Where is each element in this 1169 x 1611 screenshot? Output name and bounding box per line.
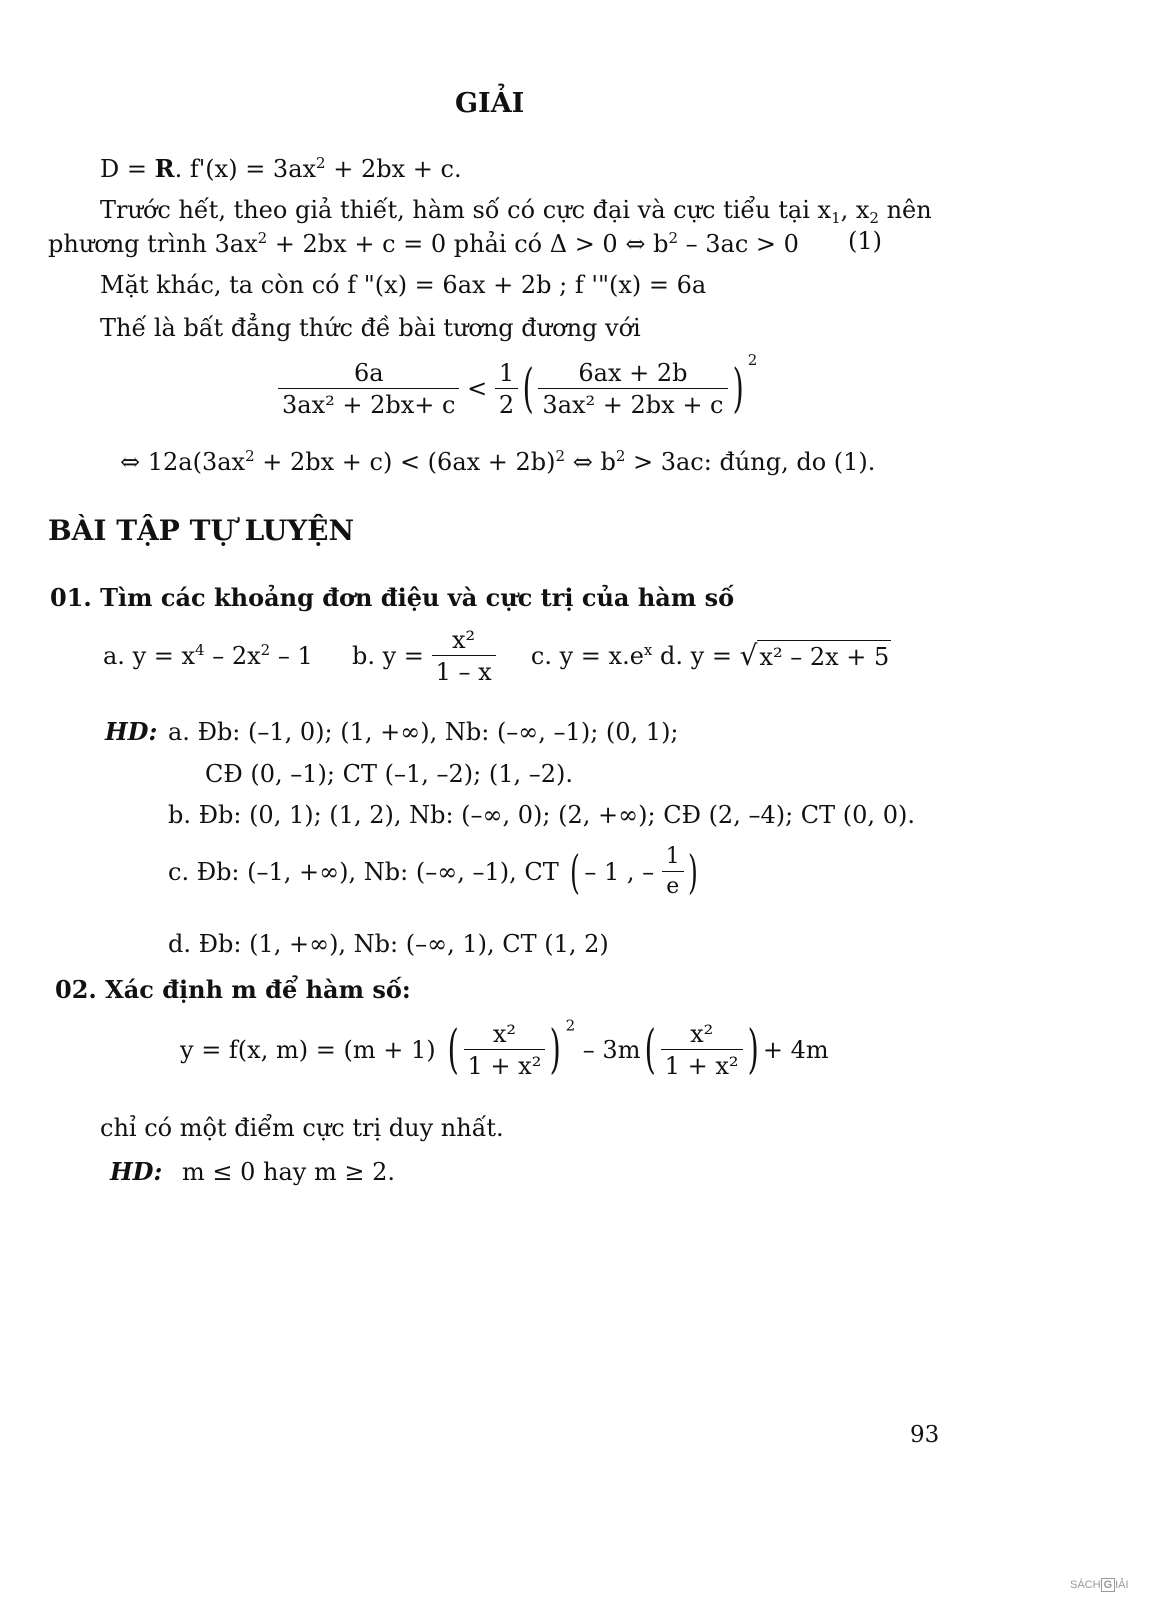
hint-answer: m ≤ 0 hay m ≥ 2.: [182, 1158, 395, 1186]
solution-line-2: Trước hết, theo giả thiết, hàm số có cực đại và cực tiểu tại $x_1$, $x_2$ nên: [100, 196, 932, 227]
exercise-number: 01.: [50, 583, 92, 612]
text: R: [154, 154, 175, 183]
text: c. y = x.e: [530, 642, 644, 670]
numerator: 1: [662, 846, 684, 872]
exercise-2-condition: chỉ có một điểm cực trị duy nhất.: [100, 1114, 504, 1142]
fraction: [432, 628, 496, 684]
numerator: 6ax + 2b: [538, 361, 727, 389]
denominator: 2: [498, 390, 515, 419]
solution-line-3: phương trình $3ax^2 + 2bx + c = 0$ phải có Δ > 0 ⇔ $b^2 - 3ac > 0$: [48, 229, 799, 258]
equation-number: (1): [848, 227, 882, 255]
solution-heading: GIẢI: [455, 88, 525, 119]
denominator: 3ax² + 2bx + c: [542, 390, 724, 419]
fraction-half: [495, 358, 518, 419]
text: – 3ac > 0: [677, 230, 799, 258]
func-d-label: d. y =: [660, 642, 732, 670]
hint-a-line-1: a. Đb: (–1, 0); (1, +∞), Nb: (–∞, –1); (0, 1);: [168, 718, 679, 746]
page-number: 93: [910, 1422, 940, 1448]
exercise-text: Tìm các khoảng đơn điệu và cực trị của hàm số: [100, 583, 735, 612]
solution-line-7: ⇔ $12a(3ax^2 + 2bx + c) < (6ax + 2b)^2$ ⇔ $b^2 > 3ac$: đúng, do (1).: [120, 447, 876, 476]
text: y = f(x, m) = (m + 1): [180, 1036, 436, 1064]
fraction: [538, 358, 727, 419]
func-c: c. $y = x.e^x$: [530, 641, 653, 670]
numerator: x²: [661, 1022, 743, 1050]
fraction: [464, 1022, 546, 1078]
exercise-2-title: [55, 975, 411, 1004]
text: ⇔ 12a(3ax: [120, 448, 246, 476]
inequality-formula: $\frac{6a}{\text{3ax² + 2bx+ c}}$ < $\frac{1}{2}$ ( $\frac{6ax + 2b}{\text{3ax² + 2bx + c}}$ ) $^2$: [278, 360, 757, 417]
numerator: x²: [432, 628, 496, 656]
func-b-label: b. y =: [352, 642, 424, 670]
hint-label: HD:: [105, 717, 158, 746]
text: – 1: [270, 642, 313, 670]
text: – 2x: [204, 642, 261, 670]
denominator: e: [666, 874, 680, 899]
text: > 3ac: đúng, do (1).: [625, 448, 876, 476]
func-a: a. $y = x^4 - 2x^2 - 1$: [103, 641, 313, 670]
numerator: 6a: [278, 361, 459, 389]
text: . f'(x) = 3ax: [174, 155, 317, 183]
text: c. Đb: (–1, +∞), Nb: (–∞, –1), CT: [168, 858, 559, 886]
hint-c: c. Đb: (–1, +∞), Nb: (–∞, –1), CT ( – 1 , – $\frac{1}{e}$ ): [168, 844, 698, 899]
text: + 2bx + c.: [325, 155, 462, 183]
text: IẢI: [1115, 1579, 1129, 1591]
hint-a-line-2: CĐ (0, –1); CT (–1, –2); (1, –2).: [205, 760, 573, 788]
text: , x: [840, 196, 870, 224]
exercise-text: Xác định m để hàm số:: [105, 975, 411, 1004]
fraction: [661, 1022, 743, 1078]
section-title: BÀI TẬP TỰ LUYỆN: [48, 514, 355, 547]
text: G: [1101, 1578, 1116, 1592]
hint-label: HD:: [110, 1157, 163, 1186]
text: + 4m: [762, 1036, 829, 1064]
text: phương trình 3ax: [48, 230, 258, 258]
exercise-2-formula: y = f(x, m) = (m + 1) ( $\frac{\text{x²}}{\text{1 + x²}}$ ) $^2$ – 3m( $\frac{\text{x²}}{\text{1 + x²}}$ ) + 4m: [180, 1016, 829, 1080]
text: D =: [100, 155, 155, 183]
text: – 3m: [582, 1036, 641, 1064]
solution-line-5: Thế là bất đẳng thức đề bài tương đương với: [100, 314, 641, 342]
exercise-number: 02.: [55, 975, 97, 1004]
solution-line-4: Mặt khác, ta còn có f "(x) = 6ax + 2b ; f '"(x) = 6a: [100, 271, 707, 299]
watermark-logo: [1070, 1580, 1129, 1591]
numerator: x²: [464, 1022, 546, 1050]
hint-b: b. Đb: (0, 1); (1, 2), Nb: (–∞, 0); (2, +∞); CĐ (2, –4); CT (0, 0).: [168, 801, 915, 829]
radicand: x² – 2x + 5: [757, 640, 891, 671]
exercise-1-functions: [103, 628, 891, 684]
solution-line-1: D = R. $f'(x) = 3ax^2 + 2bx + c$.: [100, 154, 462, 183]
text: SÁCH: [1070, 1579, 1101, 1591]
denominator: 3ax² + 2bx+ c: [282, 390, 456, 419]
text: ⇔ b: [565, 448, 616, 476]
hint-d: d. Đb: (1, +∞), Nb: (–∞, 1), CT (1, 2): [168, 930, 609, 958]
sqrt: √x² – 2x + 5: [739, 639, 890, 672]
numerator: 1: [495, 361, 518, 389]
exercise-1-title: [50, 583, 735, 612]
text: – 1 , –: [584, 858, 655, 886]
denominator: 1 – x: [435, 658, 492, 686]
text: nên: [878, 196, 932, 224]
text: a. y = x: [103, 642, 196, 670]
text: + 2bx + c) < (6ax + 2b): [254, 448, 556, 476]
fraction: [278, 358, 459, 419]
denominator: 1 + x²: [664, 1052, 739, 1080]
less-than: <: [467, 374, 488, 403]
denominator: 1 + x²: [467, 1052, 542, 1080]
text: + 2bx + c = 0 phải có Δ > 0 ⇔ b: [267, 230, 669, 258]
fraction: [662, 846, 684, 898]
text: Trước hết, theo giả thiết, hàm số có cực đại và cực tiểu tại x: [100, 196, 832, 224]
